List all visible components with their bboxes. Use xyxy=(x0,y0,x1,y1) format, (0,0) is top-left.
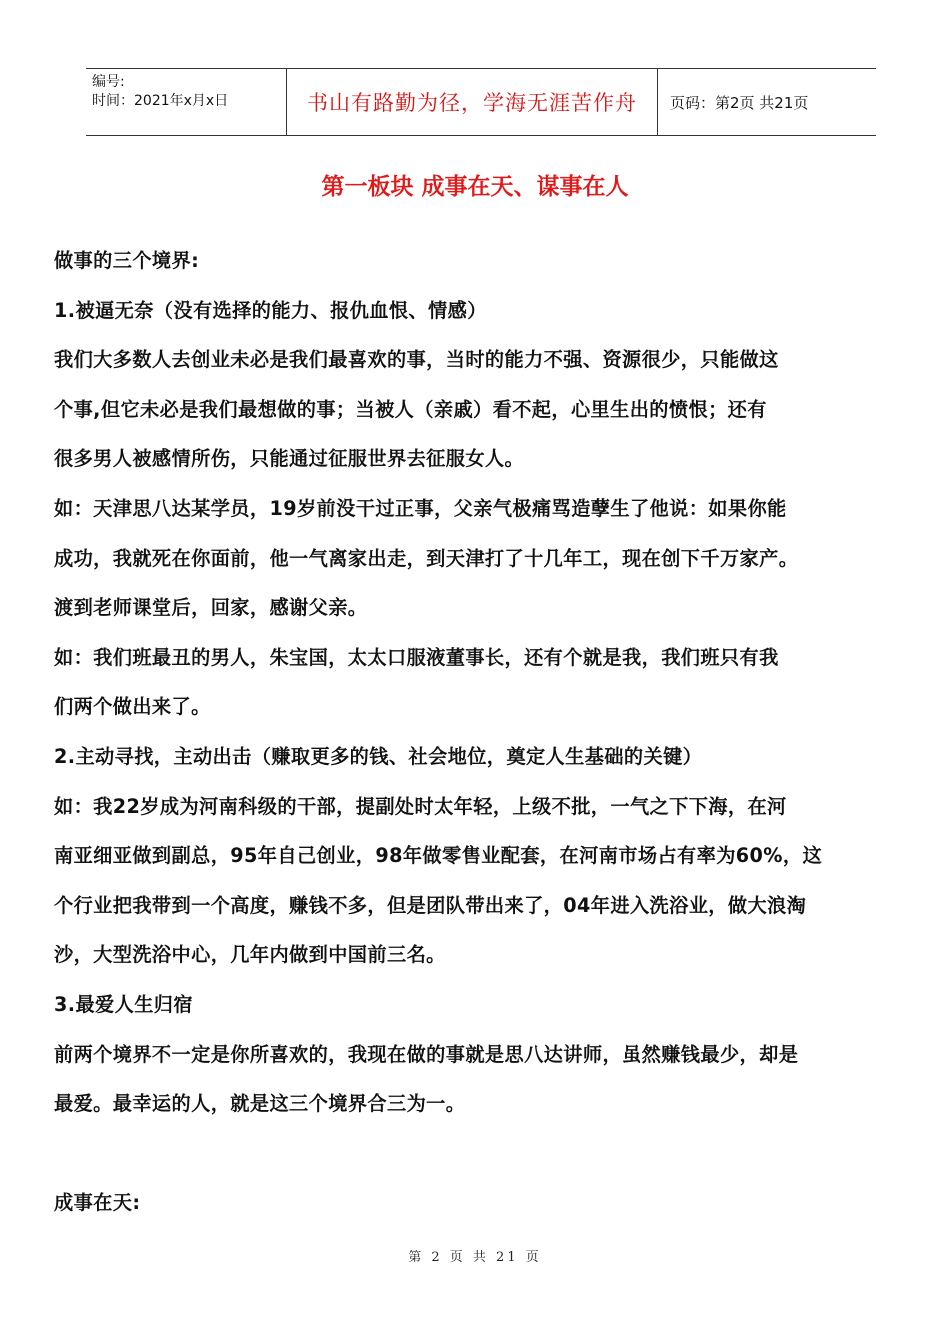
body-line: 南亚细亚做到副总，95年自己创业，98年做零售业配套，在河南市场占有率为60%，这 xyxy=(54,844,823,868)
body-line: 如：我22岁成为河南科级的干部，提副处时太年轻，上级不批，一气之下下海，在河 xyxy=(54,794,787,818)
body-line: 很多男人被感情所伤，只能通过征服世界去征服女人。 xyxy=(54,447,525,471)
body-line: 1.被逼无奈（没有选择的能力、报仇血恨、情感） xyxy=(54,298,487,322)
body-line: 个行业把我带到一个高度，赚钱不多，但是团队带出来了，04年进入洗浴业，做大浪淘 xyxy=(54,893,807,917)
header-motto: 书山有路勤为径，学海无涯苦作舟 xyxy=(286,69,658,135)
time-label: 时间：2021年x月x日 xyxy=(92,93,229,109)
page-title: 第一板块 成事在天、谋事在人 xyxy=(321,174,629,200)
body-line: 们两个做出来了。 xyxy=(54,695,211,719)
body-line: 3.最爱人生归宿 xyxy=(54,992,193,1016)
body-line: 前两个境界不一定是你所喜欢的，我现在做的事就是思八达讲师，虽然赚钱最少，却是 xyxy=(54,1042,799,1066)
serial-label: 编号: xyxy=(92,74,125,90)
header-table xyxy=(86,68,876,136)
header-meta-cell xyxy=(86,69,286,135)
body-line: 我们大多数人去创业未必是我们最喜欢的事，当时的能力不强、资源很少，只能做这 xyxy=(54,348,779,372)
body-line: 沙，大型洗浴中心，几年内做到中国前三名。 xyxy=(54,943,446,967)
body-line: 渡到老师课堂后，回家，感谢父亲。 xyxy=(54,596,368,620)
body-line: 最爱。最幸运的人，就是这三个境界合三为一。 xyxy=(54,1092,466,1116)
body-line: 成功，我就死在你面前，他一气离家出走，到天津打了十几年工，现在创下千万家产。 xyxy=(54,546,799,570)
body-line: 做事的三个境界: xyxy=(54,249,200,272)
body-line: 如：我们班最丑的男人，朱宝国，太太口服液董事长，还有个就是我，我们班只有我 xyxy=(54,645,779,669)
body-content xyxy=(54,236,906,1228)
body-line: 如：天津思八达某学员，19岁前没干过正事，父亲气极痛骂造孽生了他说：如果你能 xyxy=(54,496,787,520)
page-footer: 第 2 页 共 21 页 xyxy=(408,1250,542,1265)
header-page-info: 页码：第2页 共21页 xyxy=(670,93,809,112)
closing-heading: 成事在天: xyxy=(54,1191,141,1215)
body-line: 个事,但它未必是我们最想做的事；当被人（亲戚）看不起，心里生出的愤恨；还有 xyxy=(54,397,767,421)
body-line: 2.主动寻找，主动出击（赚取更多的钱、社会地位，奠定人生基础的关键） xyxy=(54,744,703,768)
